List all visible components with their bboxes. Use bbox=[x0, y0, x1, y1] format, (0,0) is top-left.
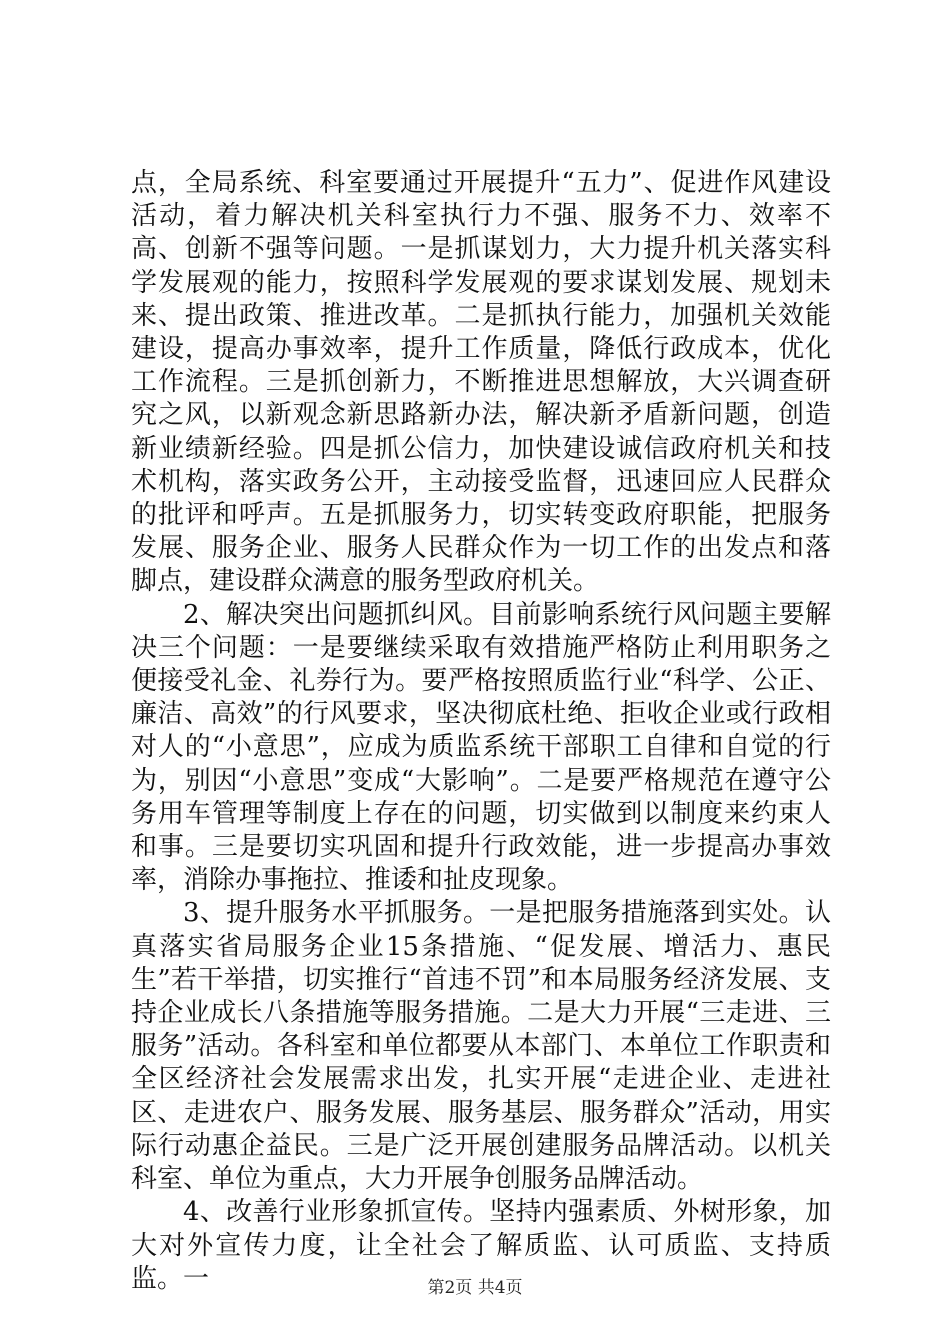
paragraph-1: 点，全局系统、科室要通过开展提升“五力”、促进作风建设活动，着力解决机关科室执行力不强、服务不力、效率不高、创新不强等问题。一是抓谋划力，大力提升机关落实科学发展观的能力，按照科学发展观的要求谋划发展、规划未来、提出政策、推进改革。二是抓执行能力，加强机关效能建设，提高办事效率，提升工作质量，降低行政成本，优化工作流程。三是抓创新力，不断推进思想解放，大兴调查研究之风，以新观念新思路新办法，解决新矛盾新问题，创造新业绩新经验。四是抓公信力，加快建设诚信政府机关和技术机构，落实政务公开，主动接受监督，迅速回应人民群众的批评和呼声。五是抓服务力，切实转变政府职能，把服务发展、服务企业、服务人民群众作为一切工作的出发点和落脚点，建设群众满意的服务型政府机关。 bbox=[131, 168, 831, 597]
paragraph-3: 3、提升服务水平抓服务。一是把服务措施落到实处。认真落实省局服务企业15条措施、“促发展、增活力、惠民生”若干举措，切实推行“首违不罚”和本局服务经济发展、支持企业成长八条措施等服务措施。二是大力开展“三走进、三服务”活动。各科室和单位都要从本部门、本单位工作职责和全区经济社会发展需求出发，扎实开展“走进企业、走进社区、走进农户、服务发展、服务基层、服务群众”活动，用实际行动惠企益民。三是广泛开展创建服务品牌活动。以机关科室、单位为重点，大力开展争创服务品牌活动。 bbox=[131, 898, 831, 1195]
paragraph-4: 4、改善行业形象抓宣传。坚持内强素质、外树形象，加大对外宣传力度，让全社会了解质监、认可质监、支持质监。一 bbox=[131, 1197, 831, 1294]
page-footer: 第2页 共4页 bbox=[427, 1278, 523, 1298]
paragraph-2: 2、解决突出问题抓纠风。目前影响系统行风问题主要解决三个问题：一是要继续采取有效措施严格防止利用职务之便接受礼金、礼券行为。要严格按照质监行业“科学、公正、廉洁、高效”的行风要求，坚决彻底杜绝、拒收企业或行政相对人的“小意思”，应成为质监系统干部职工自律和自觉的行为，别因“小意思”变成“大影响”。二是要严格规范在遵守公务用车管理等制度上存在的问题，切实做到以制度来约束人和事。三是要切实巩固和提升行政效能，进一步提高办事效率，消除办事拖拉、推诿和扯皮现象。 bbox=[131, 599, 831, 896]
document-body bbox=[131, 167, 831, 1296]
